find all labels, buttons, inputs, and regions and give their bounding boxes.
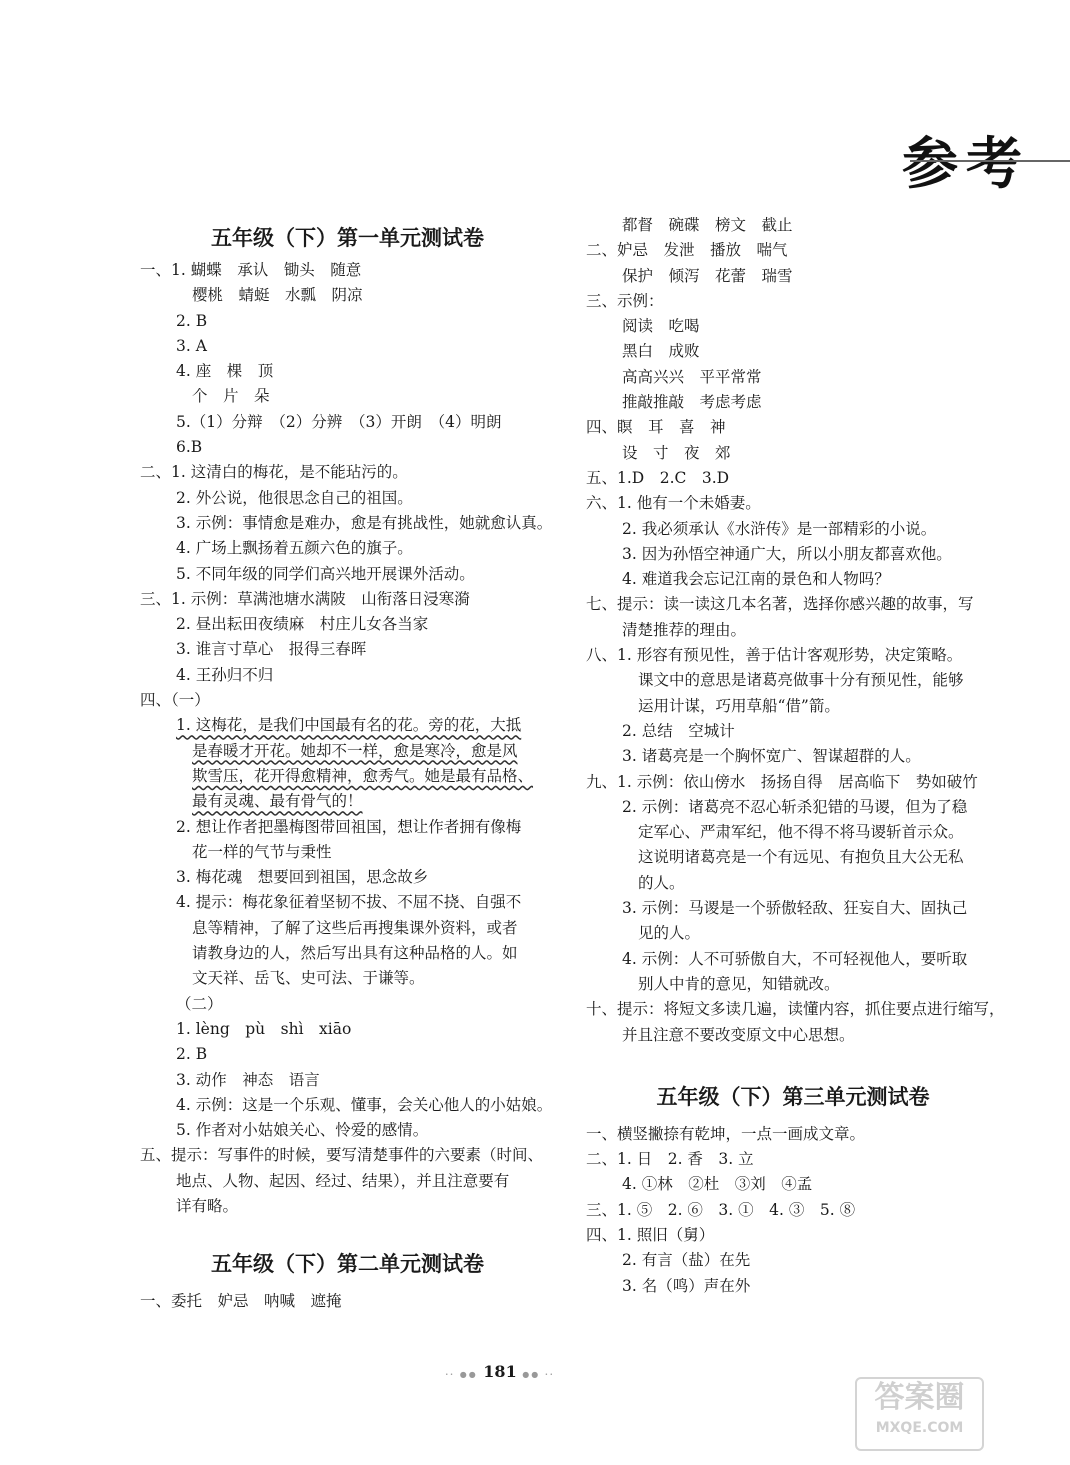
answer-line: 3. 梅花魂 想要回到祖国，思念故乡: [176, 868, 429, 887]
answer-line: 一、委托 妒忌 呐喊 遮掩: [140, 1292, 342, 1311]
answer-line: 八、1. 形容有预见性，善于估计客观形势，决定策略。: [586, 646, 963, 665]
unit2-answers-continued: [586, 213, 1005, 1048]
answer-line: 6.B: [176, 438, 203, 457]
answer-line: 地点、人物、起因、经过、结果），并且注意要有: [176, 1171, 510, 1190]
watermark-url: MXQE.COM: [875, 1420, 964, 1436]
answer-line: 保护 倾泻 花蕾 瑞雪: [622, 266, 793, 285]
answer-line: 二、1. 这清白的梅花，是不能玷污的。: [140, 463, 408, 482]
answer-line: 4. ①林 ②杜 ③刘 ④孟: [622, 1175, 813, 1194]
answer-line: 息等精神，了解了这些后再搜集课外资料，或者: [192, 918, 518, 937]
answer-line: 5.（1）分辩 （2）分辨 （3）开朗 （4）明朗: [176, 412, 502, 431]
answer-line: 4. 难道我会忘记江南的景色和人物吗？: [622, 570, 890, 589]
answer-line: 并且注意不要改变原文中心思想。: [622, 1025, 855, 1044]
answer-line: 5. 不同年级的同学们高兴地开展课外活动。: [176, 564, 475, 583]
answer-line: 五、提示：写事件的时候，要写清楚事件的六要素（时间、: [140, 1146, 544, 1165]
answer-line: 个 片 朵: [192, 387, 270, 406]
answer-line: 见的人。: [638, 924, 701, 943]
answer-line: 4. 示例：这是一个乐观、懂事，会关心他人的小姑娘。: [176, 1095, 553, 1114]
answer-line: 3. 示例：马谡是一个骄傲轻敌、狂妄自大、固执己: [622, 899, 968, 918]
answer-line: 一、1. 蝴蝶 承认 锄头 随意: [140, 261, 362, 279]
answer-line: 欺雪压，花开得愈精神，愈秀气。她是最有品格、: [192, 766, 534, 785]
answer-line: 2. B: [176, 1045, 208, 1064]
answer-line: 3. 示例：事情愈是难办，愈是有挑战性，她就愈认真。: [176, 513, 553, 532]
answer-line: 三、1. ⑤ 2. ⑥ 3. ① 4. ③ 5. ⑧: [586, 1200, 856, 1219]
answer-line: 运用计谋，巧用草船“借”箭。: [638, 696, 840, 715]
answer-line: 3. 名（鸣）声在外: [622, 1276, 751, 1295]
answer-line: 文天祥、岳飞、史可法、于谦等。: [192, 969, 425, 988]
answer-line: 都督 碗碟 榜文 截止: [622, 216, 793, 234]
left-column: [140, 258, 555, 1315]
answer-line: 2. 有言（盐）在先: [622, 1251, 751, 1270]
footer-dots-left: ·· ●●: [445, 1369, 478, 1379]
answer-line: 3. 因为孙悟空神通广大，所以小朋友都喜欢他。: [622, 544, 952, 563]
answer-line: 九、1. 示例：依山傍水 扬扬自得 居高临下 势如破竹: [586, 772, 978, 791]
watermark-logo: [855, 1377, 984, 1451]
corner-heading: 参考: [902, 120, 1030, 200]
right-column: [586, 213, 1005, 1299]
answer-line: 4. 王孙归不归: [176, 665, 274, 684]
answer-line: 黑白 成败: [622, 342, 700, 361]
answer-line: 这说明诸葛亮是一个有远见、有抱负且大公无私: [638, 848, 964, 867]
answer-line: 2. 昼出耘田夜绩麻 村庄儿女各当家: [176, 615, 429, 634]
page-number: 181: [483, 1362, 517, 1381]
answer-line: 4. 座 棵 顶: [176, 362, 274, 381]
answer-line: 三、示例：: [586, 291, 664, 310]
answer-line: 1. 这梅花，是我们中国最有名的花。旁的花，大抵: [176, 716, 522, 735]
answer-line: 4. 提示：梅花象征着坚韧不拔、不屈不挠、自强不: [176, 893, 522, 912]
unit1-answers: [140, 258, 555, 1219]
footer-dots-right: ●● ··: [522, 1369, 555, 1379]
answer-line: 阅读 吃喝: [622, 317, 700, 336]
answer-line: 课文中的意思是诸葛亮做事十分有预见性，能够: [638, 671, 964, 690]
answer-line: 2. 想让作者把墨梅图带回祖国，想让作者拥有像梅: [176, 817, 522, 836]
unit2-answers: [140, 1289, 555, 1314]
answer-line: （二）: [176, 994, 223, 1013]
answer-line: 二、妒忌 发泄 播放 喘气: [586, 241, 788, 260]
unit3-answers: [586, 1122, 1000, 1299]
unit3-title: 五年级（下）第三单元测试卷: [656, 1084, 930, 1109]
answer-line: 六、1. 他有一个未婚妻。: [586, 494, 761, 513]
answer-line: 3. 谁言寸草心 报得三春晖: [176, 640, 367, 659]
unit2-title: 五年级（下）第二单元测试卷: [211, 1252, 484, 1277]
answer-line: 四、1. 照旧（舅）: [586, 1225, 715, 1244]
answer-line: 3. 动作 神态 语言: [176, 1070, 320, 1089]
answer-line: 高高兴兴 平平常常: [622, 367, 762, 386]
answer-line: 是春暖才开花。她却不一样，愈是寒冷，愈是风: [192, 741, 518, 760]
answer-line: 三、1. 示例：草满池塘水满陂 山衔落日浸寒漪: [140, 589, 470, 608]
answer-line: 2. 外公说，他很思念自己的祖国。: [176, 488, 413, 507]
answer-line: 五、1.D 2.C 3.D: [586, 468, 730, 487]
answer-line: 的人。: [638, 873, 685, 892]
answer-line: 推敲推敲 考虑考虑: [622, 393, 762, 412]
answer-line: 2. B: [176, 311, 208, 330]
answer-line: 花一样的气节与秉性: [192, 842, 332, 861]
answer-line: 七、提示：读一读这几本名著，选择你感兴趣的故事，写: [586, 595, 974, 614]
answer-line: 请教身边的人，然后写出具有这种品格的人。如: [192, 944, 518, 963]
answer-line: 2. 我必须承认《水浒传》是一部精彩的小说。: [622, 519, 937, 538]
answer-line: 定军心、严肃军纪，他不得不将马谡斩首示众。: [638, 823, 964, 842]
answer-line: 2. 总结 空城计: [622, 721, 735, 740]
answer-line: 一、横竖撇捺有乾坤，一点一画成文章。: [586, 1124, 866, 1143]
answer-line: 二、1. 日 2. 香 3. 立: [586, 1150, 754, 1169]
answer-line: 3. 诸葛亮是一个胸怀宽广、智谋超群的人。: [622, 747, 921, 766]
answer-line: 最有灵魂、最有骨气的！: [192, 792, 363, 811]
answer-line: 3. A: [176, 336, 207, 355]
answer-line: 1. lèng pù shì xiāo: [176, 1019, 352, 1038]
answer-line: 清楚推荐的理由。: [622, 620, 747, 639]
answer-line: 详有略。: [176, 1196, 239, 1215]
watermark-text: 答案圈: [874, 1380, 965, 1415]
answer-line: 四、（一）: [140, 691, 210, 710]
answer-line: 设 寸 夜 郊: [622, 443, 731, 462]
answer-line: 5. 作者对小姑娘关心、怜爱的感情。: [176, 1121, 429, 1140]
unit1-title: 五年级（下）第一单元测试卷: [211, 226, 484, 250]
answer-line: 别人中肯的意见，知错就改。: [638, 974, 840, 993]
answer-line: 2. 示例：诸葛亮不忍心斩杀犯错的马谡，但为了稳: [622, 797, 968, 816]
answer-line: 樱桃 蜻蜓 水瓢 阴凉: [192, 286, 363, 305]
answer-line: 四、瞑 耳 喜 神: [586, 418, 726, 437]
answer-line: 4. 广场上飘扬着五颜六色的旗子。: [176, 539, 413, 558]
answer-line: 十、提示：将短文多读几遍，读懂内容，抓住要点进行缩写，: [586, 1000, 1005, 1019]
page-footer: [0, 1362, 1000, 1381]
answer-line: 4. 示例：人不可骄傲自大，不可轻视他人，要听取: [622, 949, 968, 968]
